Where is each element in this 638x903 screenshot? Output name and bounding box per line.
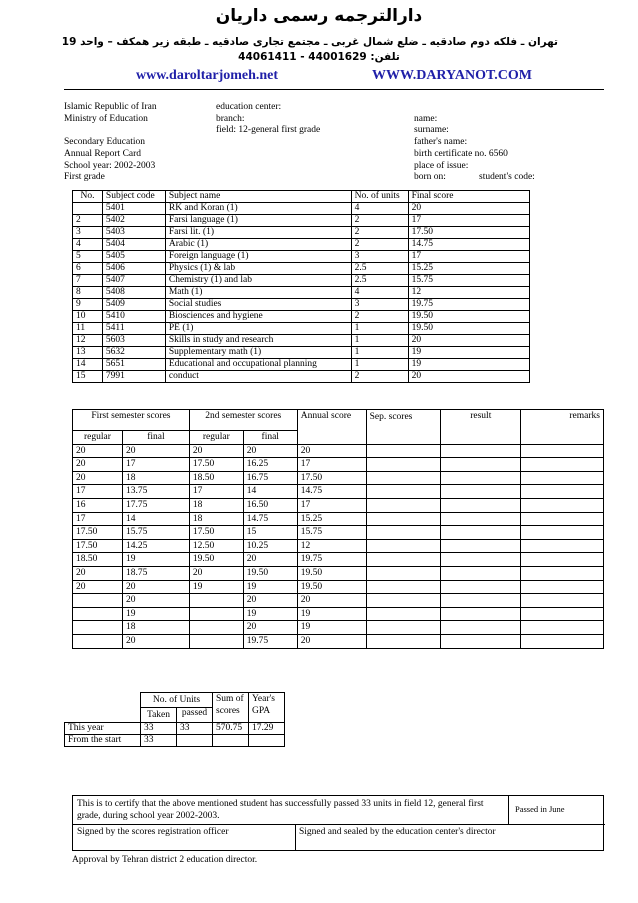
table-cell: 17 [122,458,189,472]
table-cell: 2.5 [351,275,408,287]
table-cell: 19.50 [189,553,243,567]
table-cell: 20 [73,580,123,594]
info-place-of-issue: place of issue: [414,160,469,171]
header-years-gpa: Year's GPA [249,693,285,723]
table-cell: 5405 [102,251,165,263]
table-cell: 12.50 [189,539,243,553]
info-report-card: Annual Report Card [64,148,142,159]
table-cell: 18.50 [73,553,123,567]
table-cell: 4 [73,239,103,251]
table-cell: 20 [243,553,297,567]
table-cell [521,498,604,512]
table-cell: 3 [351,299,408,311]
passed-month: Passed in June [515,804,565,814]
table-row [73,580,604,594]
info-field: field: 12-general first grade [216,125,321,136]
table-cell: 14.25 [122,539,189,553]
table-cell: 17 [73,485,123,499]
table-cell: 17.50 [73,539,123,553]
table-cell [366,566,441,580]
table-cell: 19 [122,553,189,567]
table-cell: Biosciences and hygiene [165,311,351,323]
table-cell: Social studies [165,299,351,311]
header-units: No. of units [351,191,408,203]
table-cell: 20 [243,594,297,608]
table-cell: 19 [408,347,529,359]
info-born-on: born on: [414,172,446,183]
table-cell: 20 [122,444,189,458]
table-cell: 33 [141,723,177,735]
header-sum-of-scores: Sum of scores [213,693,249,723]
table-cell: 5651 [102,359,165,371]
table-cell: 14.75 [408,239,529,251]
table-cell: 17 [189,485,243,499]
table-cell: 19.50 [297,566,366,580]
table-cell: 17 [408,215,529,227]
table-row [73,458,604,472]
info-country: Islamic Republic of Iran [64,102,157,112]
table-cell: 15.25 [297,512,366,526]
table-cell [189,607,243,621]
table-cell [366,498,441,512]
table-cell: 16.25 [243,458,297,472]
table-row [73,335,530,347]
table-cell: 11 [73,323,103,335]
table-cell: 20 [73,444,123,458]
table-cell: 2 [73,215,103,227]
table-cell: 20 [408,335,529,347]
website-right[interactable]: WWW.DARYANOT.COM [372,68,533,83]
table-cell: Educational and occupational planning [165,359,351,371]
table-cell [441,471,521,485]
table-cell [189,634,243,648]
table-cell: 14.75 [297,485,366,499]
table-row [73,539,604,553]
table-cell: Supplementary math (1) [165,347,351,359]
table-row [73,566,604,580]
semester-header-row [73,410,604,431]
table-cell [366,512,441,526]
table-cell: 12 [408,287,529,299]
table-cell [441,526,521,540]
table-row [73,299,530,311]
website-left[interactable]: www.daroltarjomeh.net [136,68,279,83]
table-cell [366,580,441,594]
table-cell: 14 [122,512,189,526]
table-cell [441,553,521,567]
header-no-of-units: No. of Units [141,693,213,708]
signed-director: Signed and sealed by the education center's director [299,827,496,837]
table-cell: 4 [351,287,408,299]
table-cell: 14.75 [243,512,297,526]
table-cell: 570.75 [213,723,249,735]
table-cell: 5410 [102,311,165,323]
signature-divider [295,824,296,850]
header-subject-code: Subject code [102,191,165,203]
table-cell: 2 [351,215,408,227]
table-cell [441,444,521,458]
table-cell [177,735,213,747]
table-cell: 9 [73,299,103,311]
info-center [216,102,320,137]
table-cell: 17 [73,512,123,526]
table-cell [73,203,103,215]
table-cell: 2 [351,239,408,251]
table-cell [366,621,441,635]
table-row [73,471,604,485]
header-result: result [441,410,521,445]
table-cell: 14 [73,359,103,371]
table-cell: 20 [297,594,366,608]
header-final-score: Final score [408,191,529,203]
table-cell: 18.50 [189,471,243,485]
table-cell: RK and Koran (1) [165,203,351,215]
table-cell: 20 [73,458,123,472]
table-row [73,607,604,621]
table-cell: 18.75 [122,566,189,580]
info-student-code: student's code: [479,172,535,183]
subjects-header-row [73,191,530,203]
table-cell [73,607,123,621]
table-cell: 20 [189,444,243,458]
table-cell: 20 [297,634,366,648]
table-cell [521,634,604,648]
phone-numbers: 44061411 - 44001629 [238,51,367,63]
table-cell [521,512,604,526]
info-name: name: [414,113,438,124]
table-cell: From the start [65,735,141,747]
certification-divider [73,824,605,825]
table-cell: 5401 [102,203,165,215]
signed-officer: Signed by the scores registration officer [77,827,229,837]
table-cell: Foreign language (1) [165,251,351,263]
table-cell [521,594,604,608]
table-row [65,723,285,735]
table-cell: 15.25 [408,263,529,275]
table-cell [521,566,604,580]
table-cell: 20 [73,471,123,485]
table-cell: Farsi lit. (1) [165,227,351,239]
info-birth-certificate: birth certificate no. 6560 [414,148,508,159]
table-cell [441,458,521,472]
table-cell [521,621,604,635]
info-ministry: Ministry of Education [64,113,148,124]
table-cell [521,458,604,472]
table-cell [441,512,521,526]
table-cell [366,594,441,608]
table-cell: 3 [351,251,408,263]
table-row [73,485,604,499]
table-cell [521,607,604,621]
table-cell: Chemistry (1) and lab [165,275,351,287]
table-cell: 13.75 [122,485,189,499]
table-cell: 5408 [102,287,165,299]
table-cell [521,539,604,553]
table-row [65,735,285,747]
table-row [73,371,530,383]
table-cell: 20 [189,566,243,580]
table-cell [521,526,604,540]
header-sep-scores: Sep. scores [366,410,441,445]
table-cell: 8 [73,287,103,299]
table-row [73,359,530,371]
table-row [73,287,530,299]
table-cell: 10 [73,311,103,323]
office-address: تهران ـ فلکه دوم صادقیه ـ ضلع شمال غربی ـ مجتمع تجاری صادقیه ـ طبقه زیر همکف – واحد 19 [61,36,558,48]
units-header-row [65,693,285,708]
table-row [73,203,530,215]
table-cell: 33 [177,723,213,735]
table-cell [73,594,123,608]
table-cell: 20 [73,566,123,580]
table-cell: 17.75 [122,498,189,512]
table-cell: 19.50 [408,323,529,335]
subheader-second-regular: regular [189,431,243,445]
table-cell: 16 [73,498,123,512]
table-cell: 17.50 [408,227,529,239]
table-cell [521,444,604,458]
table-cell: 4 [351,203,408,215]
info-grade: First grade [64,172,105,183]
translation-office-title: دارالترجمه رسمی داریان [215,6,423,26]
table-cell [366,526,441,540]
table-cell: 5411 [102,323,165,335]
subheader-taken: Taken [141,708,177,723]
table-cell: 5407 [102,275,165,287]
table-cell [521,580,604,594]
header-first-semester: First semester scores [73,410,190,431]
table-cell: 19.50 [243,566,297,580]
table-cell: 17.50 [189,526,243,540]
table-cell: 19.50 [408,311,529,323]
subheader-first-final: final [122,431,189,445]
table-cell: 19.75 [243,634,297,648]
table-cell: Math (1) [165,287,351,299]
table-cell: 16.75 [243,471,297,485]
table-cell: 13 [73,347,103,359]
table-cell: 20 [408,203,529,215]
table-cell: 17.29 [249,723,285,735]
table-cell: This year [65,723,141,735]
table-cell [441,539,521,553]
units-table [64,692,285,747]
table-cell: 17 [297,458,366,472]
table-row [73,263,530,275]
table-cell: 5402 [102,215,165,227]
table-cell: 20 [122,580,189,594]
info-left [64,102,157,184]
table-cell [189,621,243,635]
table-row [73,444,604,458]
table-cell: 1 [351,347,408,359]
table-cell: conduct [165,371,351,383]
table-cell: 17.50 [73,526,123,540]
table-cell: 5603 [102,335,165,347]
table-cell [366,485,441,499]
table-row [73,323,530,335]
units-corner [65,693,141,723]
table-cell [441,594,521,608]
table-cell: 7 [73,275,103,287]
table-cell: 15.75 [122,526,189,540]
table-cell [366,634,441,648]
table-cell: 20 [122,634,189,648]
info-father-name: father's name: [414,137,468,148]
table-cell [521,471,604,485]
table-cell: 5406 [102,263,165,275]
table-cell: 18 [189,512,243,526]
table-cell [73,621,123,635]
table-cell: Farsi language (1) [165,215,351,227]
table-cell: 17.50 [189,458,243,472]
table-cell [521,553,604,567]
semester-table [72,409,604,649]
table-cell: 19 [243,580,297,594]
table-cell [366,553,441,567]
table-cell: 12 [73,335,103,347]
table-row [73,512,604,526]
table-cell: 6 [73,263,103,275]
header-rule [64,89,604,90]
table-cell: 19.50 [297,580,366,594]
table-cell: 12 [297,539,366,553]
table-cell [521,485,604,499]
table-cell: 2 [351,227,408,239]
table-row [73,553,604,567]
table-cell [441,634,521,648]
table-cell [213,735,249,747]
table-row [73,498,604,512]
table-cell: 2.5 [351,263,408,275]
table-cell: 5632 [102,347,165,359]
table-cell: 2 [351,371,408,383]
table-cell: 16.50 [243,498,297,512]
subjects-table [72,190,530,383]
table-cell [366,539,441,553]
certification-text: This is to certify that the above mentioned student has successfully passed 33 units in field 12, general first grade, during school year 2002-2003. [73,796,509,824]
table-cell: 17 [408,251,529,263]
table-row [73,311,530,323]
info-school-year: School year: 2002-2003 [64,160,156,171]
header-annual-score: Annual score [297,410,366,445]
table-cell [441,498,521,512]
table-row [73,634,604,648]
header-remarks: remarks [521,410,604,445]
table-cell: 18 [122,621,189,635]
table-cell: Skills in study and research [165,335,351,347]
subheader-passed: passed [177,708,213,723]
table-cell: 19 [297,621,366,635]
info-blank [64,125,157,137]
table-cell: 19.75 [408,299,529,311]
table-cell [366,471,441,485]
table-cell: PE (1) [165,323,351,335]
table-cell [366,458,441,472]
header-no: No. [73,191,103,203]
header-subject-name: Subject name [165,191,351,203]
table-row [73,239,530,251]
table-cell: 5403 [102,227,165,239]
table-cell [366,444,441,458]
table-cell: 17 [297,498,366,512]
info-secondary: Secondary Education [64,137,145,148]
table-cell [441,580,521,594]
table-cell: 3 [73,227,103,239]
table-cell: 1 [351,323,408,335]
table-cell: 19.75 [297,553,366,567]
table-cell: 7991 [102,371,165,383]
table-cell: 20 [297,444,366,458]
table-cell: 2 [351,311,408,323]
table-row [73,526,604,540]
table-cell: 17.50 [297,471,366,485]
table-row [73,621,604,635]
table-cell: 15 [73,371,103,383]
table-cell: 5 [73,251,103,263]
table-cell [73,634,123,648]
table-cell: 20 [122,594,189,608]
approval-note: Approval by Tehran district 2 education director. [72,855,258,865]
table-cell: Arabic (1) [165,239,351,251]
table-cell [441,485,521,499]
table-cell [441,566,521,580]
table-cell: 1 [351,359,408,371]
table-row [73,251,530,263]
table-cell: 15.75 [297,526,366,540]
header-second-semester: 2nd semester scores [189,410,297,431]
office-phone [0,51,638,63]
table-cell: 15.75 [408,275,529,287]
info-surname: surname: [414,125,449,136]
certification-box [72,795,604,851]
table-cell: 19 [189,580,243,594]
table-cell: 18 [189,498,243,512]
table-cell: 19 [297,607,366,621]
table-row [73,215,530,227]
table-cell: 18 [122,471,189,485]
table-cell: 20 [243,444,297,458]
table-cell: 20 [243,621,297,635]
table-cell: 19 [408,359,529,371]
info-branch: branch: [216,113,245,124]
table-cell: Physics (1) & lab [165,263,351,275]
table-cell: 5409 [102,299,165,311]
phone-label: تلفن: [370,51,400,63]
table-cell: 15 [243,526,297,540]
table-cell: 5404 [102,239,165,251]
table-cell [366,607,441,621]
table-cell: 14 [243,485,297,499]
table-cell: 19 [122,607,189,621]
table-cell: 33 [141,735,177,747]
table-row [73,347,530,359]
subheader-second-final: final [243,431,297,445]
subheader-first-regular: regular [73,431,123,445]
table-cell [189,594,243,608]
table-row [73,594,604,608]
table-cell: 19 [243,607,297,621]
table-cell [249,735,285,747]
table-cell: 1 [351,335,408,347]
table-cell [441,621,521,635]
info-education-center: education center: [216,102,282,112]
table-cell: 20 [408,371,529,383]
table-row [73,227,530,239]
table-cell: 10.25 [243,539,297,553]
table-row [73,275,530,287]
table-cell [441,607,521,621]
